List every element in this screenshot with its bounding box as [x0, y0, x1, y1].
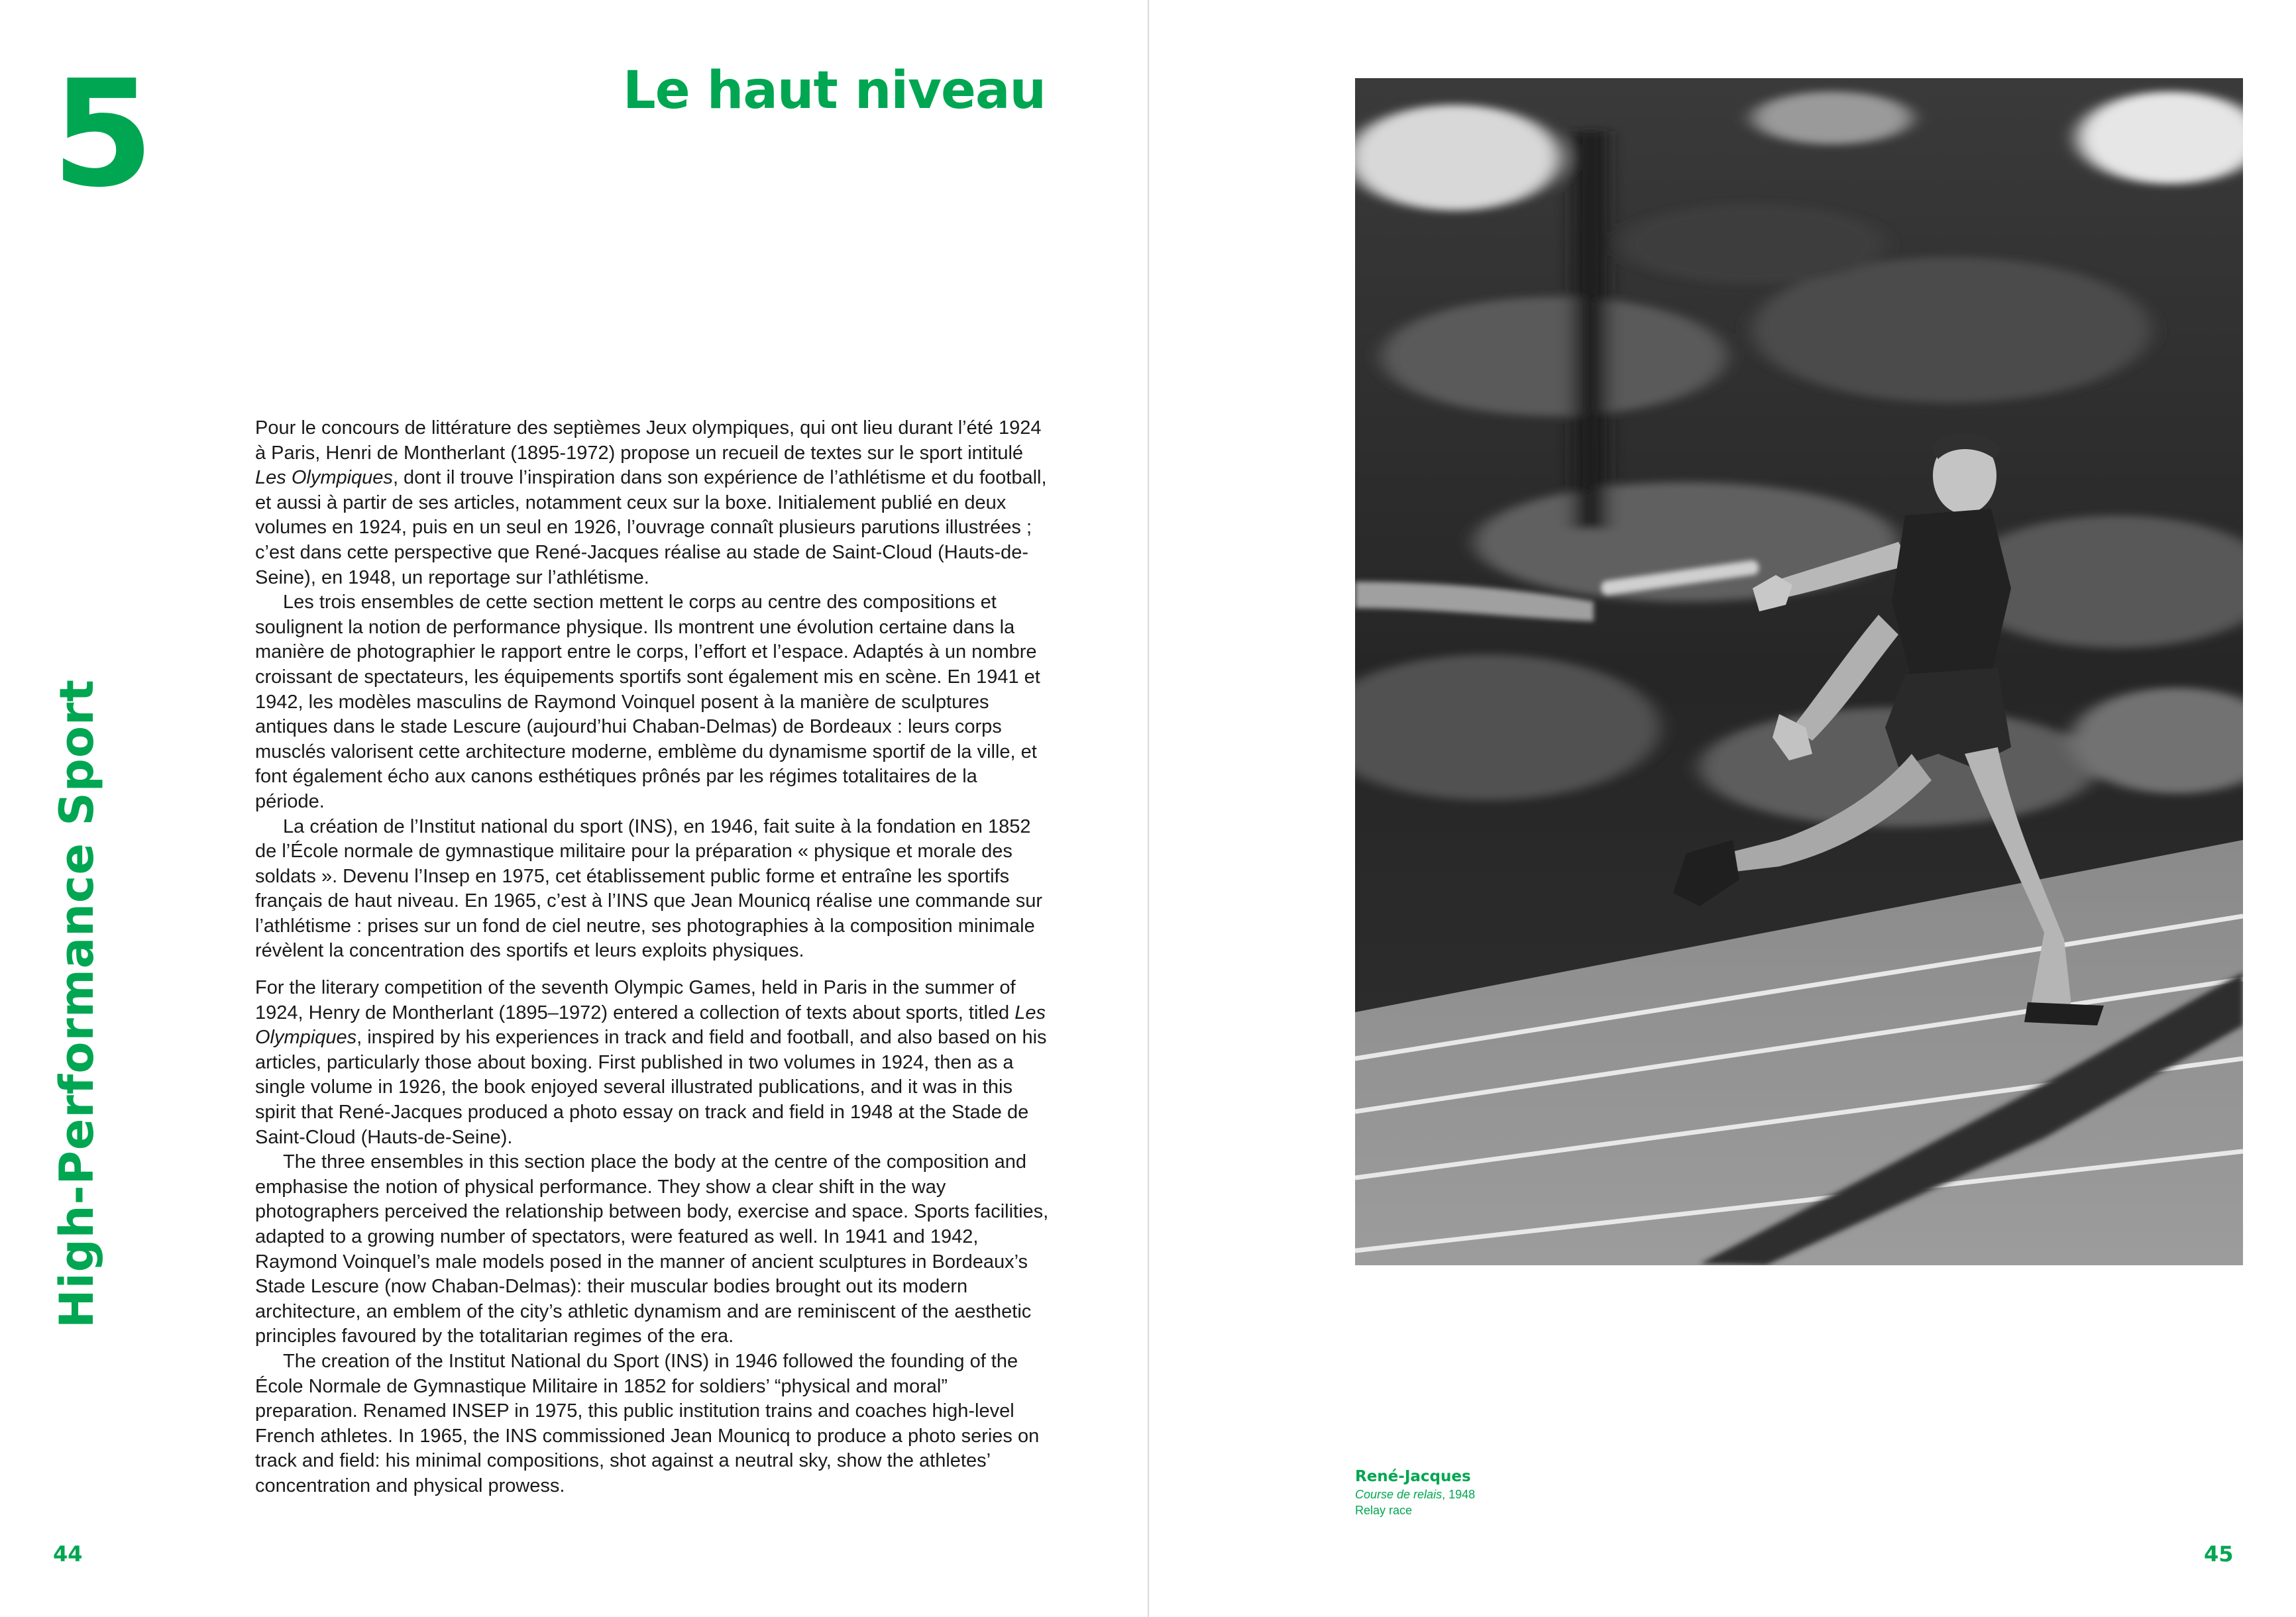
photo-caption	[1355, 1467, 1475, 1518]
french-paragraph-3: La création de l’Institut national du sport (INS), en 1946, fait suite à la fondation en 1852 de l’École normale de gymnastique militaire pour la préparation « physique et morale des soldats ». Devenu l’Insep en 1975, cet établissement public forme et entraîne les sportifs français de haut niveau. En 1965, c’est à l’INS que Jean Mounicq réalise une commande sur l’athlétisme : prises sur un fond de ciel neutre, ses photographies à la composition minimale révèlent la concentration des sportifs et leurs exploits physiques.	[255, 815, 1043, 962]
english-p1-part-b: , inspired by his experiences in track and field and football, and also based on his articles, particularly those about boxing. First published in two volumes in 1924, then as a single volume in 1926, the book enjoyed several illustrated publications, and it was in this spirit that René-Jacques produced a photo essay on track and field in 1948 at the Stade de Saint-Cloud (Hauts-de-Seine).	[255, 1027, 1047, 1148]
caption-work-year: , 1948	[1442, 1488, 1476, 1501]
english-paragraph-1	[255, 976, 1050, 1150]
section-number: 5	[52, 49, 152, 220]
english-paragraph-3: The creation of the Institut National du Sport (INS) in 1946 followed the founding of the École Normale de Gymnastique Militaire in 1852 for soldiers’ “physical and moral” preparation. Renamed INSEP in 1975, this public institution trains and coaches high-level French athletes. In 1965, the INS commissioned Jean Mounicq to produce a photo series on track and field: his minimal compositions, shot against a neutral sky, show the athletes’ concentration and physical prowess.	[255, 1350, 1040, 1496]
french-book-title: Les Olympiques	[255, 467, 393, 489]
caption-artist: René-Jacques	[1355, 1468, 1471, 1485]
french-paragraph-1	[255, 416, 1050, 590]
english-text	[255, 976, 1050, 1498]
french-p1-part-a: Pour le concours de littérature des septièmes Jeux olympiques, qui ont lieu durant l’été 1924 à Paris, Henri de Montherlant (1895-1972) propose un recueil de textes sur le sport intitulé	[255, 417, 1042, 464]
english-book-title: Les Olympiques	[255, 1002, 1046, 1049]
page-number-right: 45	[2204, 1541, 2234, 1567]
caption-work-title: Course de relais	[1355, 1488, 1443, 1501]
relay-race-photo	[1355, 78, 2243, 1265]
english-p1-part-a: For the literary competition of the seventh Olympic Games, held in Paris in the summer of 1924, Henry de Montherlant (1895–1972) entered a collection of texts about sports, titled	[255, 977, 1016, 1023]
section-title: Le haut niveau	[623, 61, 1046, 121]
vertical-section-title: High-Performance Sport	[50, 679, 104, 1328]
english-paragraph-2: The three ensembles in this section place the body at the centre of the composition and emphasise the notion of physical performance. They show a clear shift in the way photographers perceived the relationship between body, exercise and space. Sports facilities, adapted to a growing number of spectators, were featured as well. In 1941 and 1942, Raymond Voinquel’s male models posed in the manner of ancient sculptures in Bordeaux’s Stade Lescure (now Chaban-Delmas): their muscular bodies brought out its modern architecture, an emblem of the city’s athletic dynamism and are reminiscent of the aesthetic principles favoured by the totalitarian regimes of the era.	[255, 1151, 1049, 1347]
french-paragraph-2: Les trois ensembles de cette section mettent le corps au centre des compositions et soulignent la notion de performance physique. Ils montrent une évolution certaine dans la manière de photographier le rapport entre le corps, l’effort et l’espace. Adaptés à un nombre croissant de spectateurs, les équipements sportifs sont également mis en scène. En 1941 et 1942, les modèles masculins de Raymond Voinquel posent à la manière de sculptures antiques dans le stade Lescure (aujourd’hui Chaban-Delmas) de Bordeaux : leurs corps musclés valorisent cette architecture moderne, emblème du dynamisme sportif de la ville, et font également écho aux canons esthétiques prônés par les régimes totalitaires de la période.	[255, 592, 1040, 812]
vertical-title-container	[52, 636, 102, 1371]
caption-translation: Relay race	[1355, 1504, 1413, 1517]
french-text	[255, 416, 1050, 964]
book-spine	[1148, 0, 1149, 1617]
caption-work	[1355, 1487, 1475, 1502]
french-p1-part-b: , dont il trouve l’inspiration dans son expérience de l’athlétisme et du football, et aussi à partir de ses articles, notamment ceux sur la boxe. Initialement publié en deux volumes en 1924, puis en un seul en 1926, l’ouvrage connaît plusieurs parutions illustrées ; c’est dans cette perspective que René-Jacques réalise au stade de Saint-Cloud (Hauts-de-Seine), en 1948, un reportage sur l’athlétisme.	[255, 467, 1047, 588]
page-number-left: 44	[53, 1541, 83, 1567]
body-text	[255, 416, 1050, 1499]
relay-race-photo-illustration	[1355, 78, 2243, 1265]
